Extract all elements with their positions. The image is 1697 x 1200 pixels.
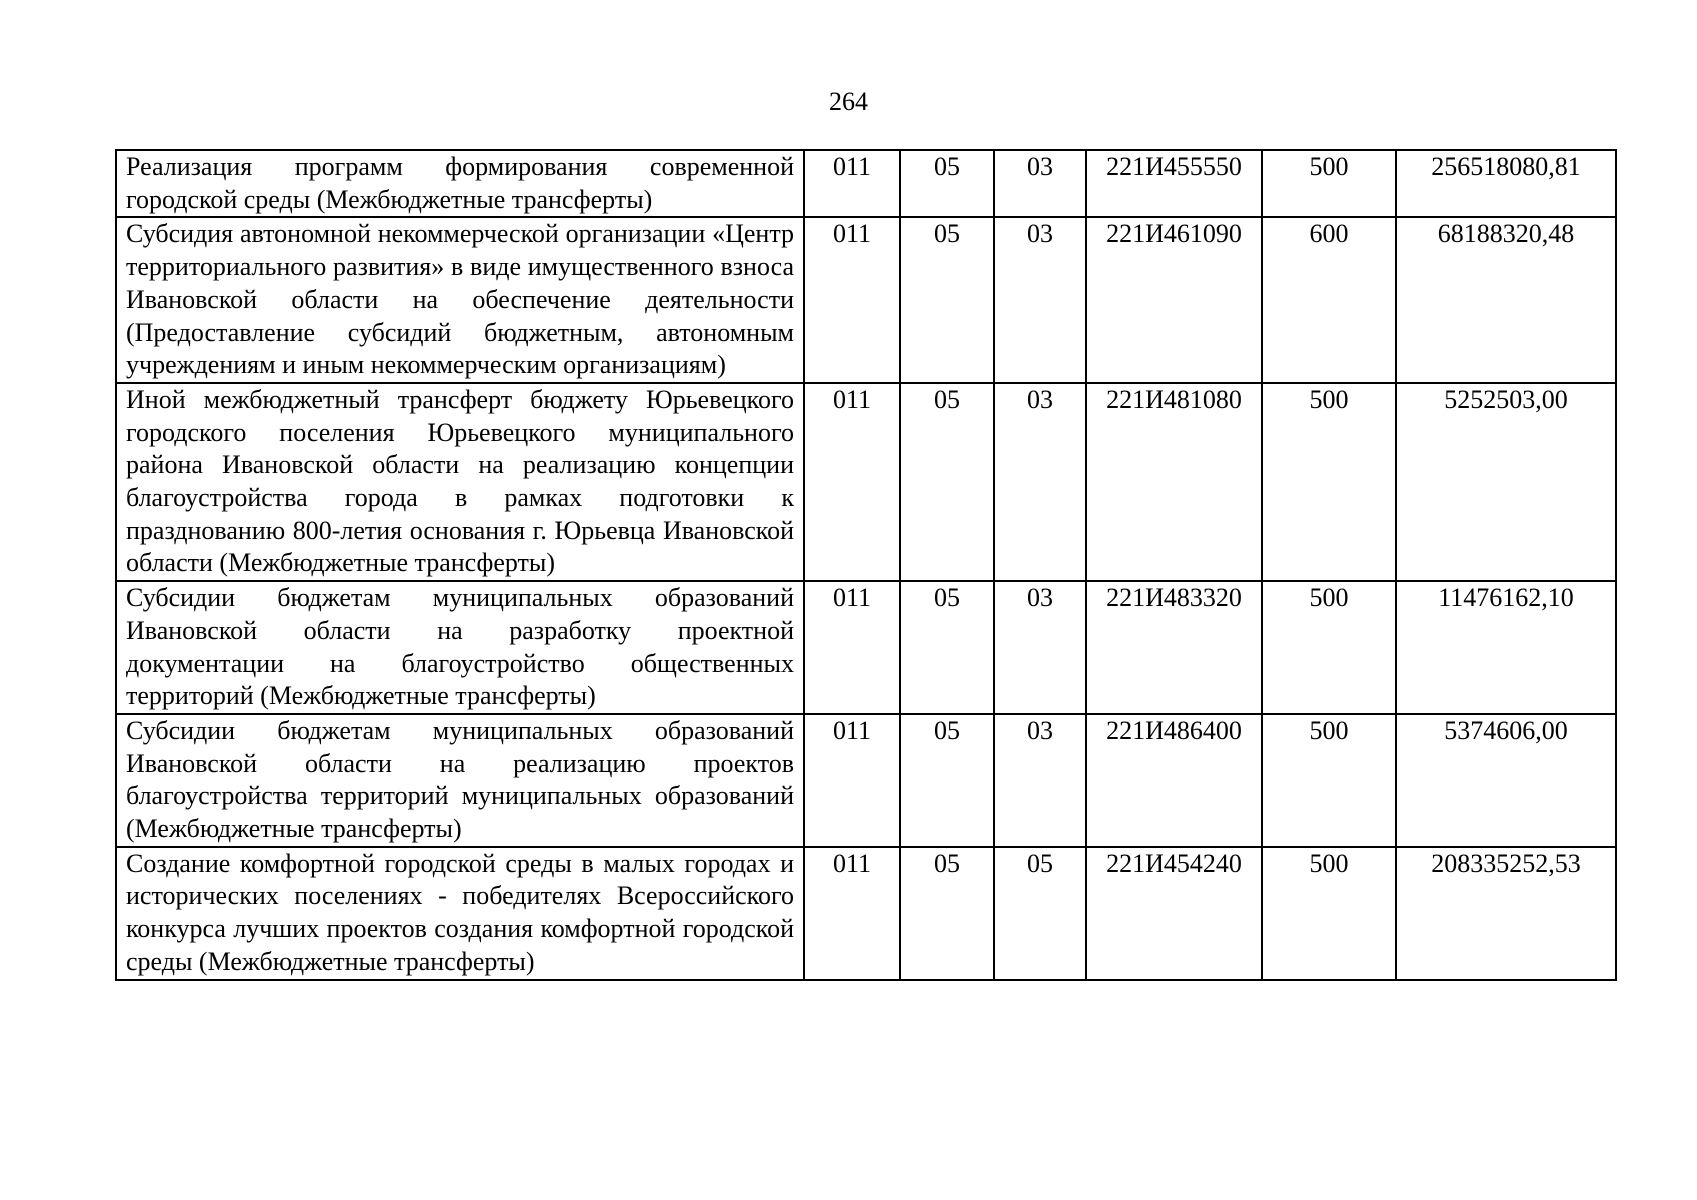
section-code-cell: 05 (900, 714, 994, 847)
ministry-code-cell: 011 (804, 150, 900, 217)
table-row (116, 217, 1616, 383)
section-code-cell: 05 (900, 581, 994, 714)
table-row (116, 847, 1616, 980)
amount-cell: 5252503,00 (1396, 383, 1616, 581)
row-name-cell: Иной межбюджетный трансферт бюджету Юрьевецкого городского поселения Юрьевецкого муниципального района Ивановской области на реализацию концепции благоустройства города в рамках подготовки к празднованию 800-летия основания г. Юрьевца Ивановской области (Межбюджетные трансферты) (116, 383, 804, 581)
row-name-cell: Субсидии бюджетам муниципальных образований Ивановской области на реализацию проектов благоустройства территорий муниципальных образований (Межбюджетные трансферты) (116, 714, 804, 847)
section-code-cell: 05 (900, 150, 994, 217)
subsection-code-cell: 03 (994, 581, 1086, 714)
target-article-cell: 221И454240 (1086, 847, 1262, 980)
subsection-code-cell: 03 (994, 217, 1086, 383)
expense-type-cell: 500 (1262, 150, 1396, 217)
amount-cell: 11476162,10 (1396, 581, 1616, 714)
ministry-code-cell: 011 (804, 847, 900, 980)
target-article-cell: 221И483320 (1086, 581, 1262, 714)
expense-type-cell: 500 (1262, 383, 1396, 581)
ministry-code-cell: 011 (804, 581, 900, 714)
amount-cell: 208335252,53 (1396, 847, 1616, 980)
table-row (116, 383, 1616, 581)
subsection-code-cell: 03 (994, 150, 1086, 217)
target-article-cell: 221И461090 (1086, 217, 1262, 383)
section-code-cell: 05 (900, 847, 994, 980)
row-name-cell: Создание комфортной городской среды в малых городах и исторических поселениях - победителях Всероссийского конкурса лучших проектов создания комфортной городской среды (Межбюджетные трансферты) (116, 847, 804, 980)
table-row (116, 150, 1616, 217)
expense-type-cell: 500 (1262, 847, 1396, 980)
ministry-code-cell: 011 (804, 714, 900, 847)
subsection-code-cell: 03 (994, 714, 1086, 847)
ministry-code-cell: 011 (804, 217, 900, 383)
amount-cell: 256518080,81 (1396, 150, 1616, 217)
ministry-code-cell: 011 (804, 383, 900, 581)
section-code-cell: 05 (900, 383, 994, 581)
expense-type-cell: 600 (1262, 217, 1396, 383)
amount-cell: 5374606,00 (1396, 714, 1616, 847)
target-article-cell: 221И481080 (1086, 383, 1262, 581)
row-name-cell: Субсидии бюджетам муниципальных образований Ивановской области на разработку проектной документации на благоустройство общественных территорий (Межбюджетные трансферты) (116, 581, 804, 714)
row-name-cell: Реализация программ формирования современной городской среды (Межбюджетные трансферты) (116, 150, 804, 217)
table-row (116, 714, 1616, 847)
table-row (116, 581, 1616, 714)
target-article-cell: 221И455550 (1086, 150, 1262, 217)
section-code-cell: 05 (900, 217, 994, 383)
expense-type-cell: 500 (1262, 581, 1396, 714)
amount-cell: 68188320,48 (1396, 217, 1616, 383)
row-name-cell: Субсидия автономной некоммерческой организации «Центр территориального развития» в виде имущественного взноса Ивановской области на обеспечение деятельности (Предоставление субсидий бюджетным, автономным учреждениям и иным некоммерческим организациям) (116, 217, 804, 383)
subsection-code-cell: 05 (994, 847, 1086, 980)
subsection-code-cell: 03 (994, 383, 1086, 581)
budget-table (115, 149, 1617, 981)
target-article-cell: 221И486400 (1086, 714, 1262, 847)
expense-type-cell: 500 (1262, 714, 1396, 847)
page-number: 264 (829, 87, 868, 116)
